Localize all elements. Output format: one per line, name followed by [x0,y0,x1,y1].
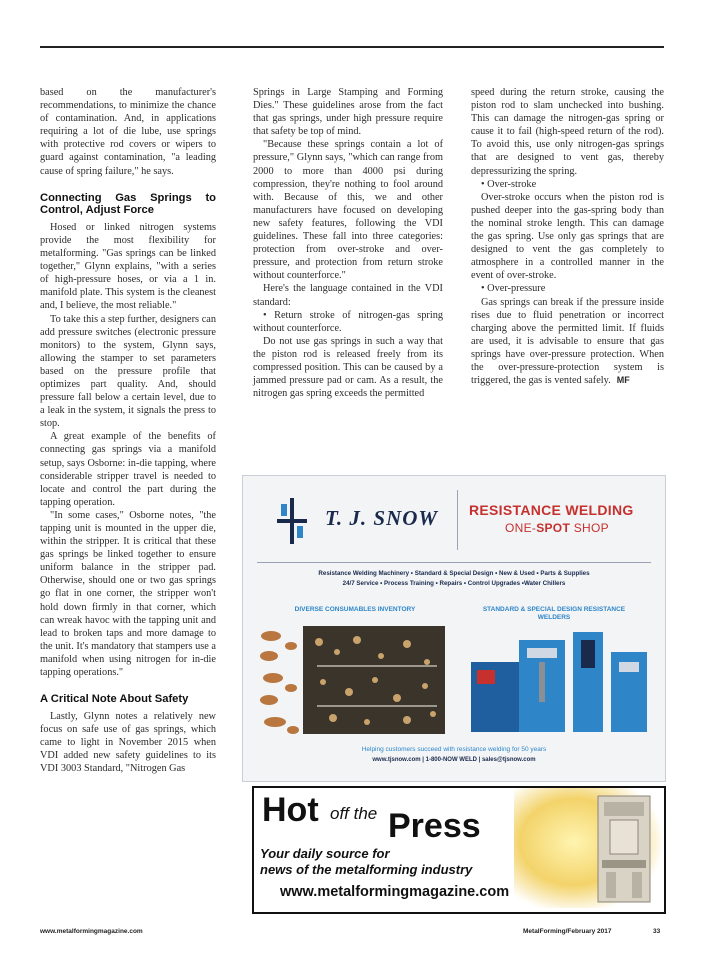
paragraph: speed during the return stroke, causing the piston rod to slam unchecked into bushing. This can damage the nitrogen-gas spring or cause it to fail (high-speed return of the rod). To avoid this, use only nitrogen-gas springs that are designed to vent gas, thereby depressurizing the spring. [471,87,664,177]
ad-tagline: Helping customers succeed with resistance welding for 50 years [361,746,547,753]
end-mark: MF [616,375,630,386]
paragraph: "In some cases," Osborne notes, "the tapping unit is mounted in the upper die, within the stripper. It is critical that these gas springs be linked together to ensure uniform balance in the stripper pad. Otherwise, should one or two gas springs go flat in one corner, the stripper won't hold down firmly in that corner, which can wreak havoc with the tapping unit and lead to broken taps and more damage to the unit. It's mandatory that stampers use a manifold when using nitrogen for in-die tapping operations." [40,509,216,679]
tjsnow-advertisement[interactable] [242,475,666,782]
section-heading: Connecting Gas Springs to Control, Adjust Force [40,191,216,217]
ad-subtitle [505,521,609,535]
subtitle-bold: SPOT [536,521,571,535]
footer-issue: MetalForming/February 2017 [523,928,612,935]
hot-label: Hot [262,791,319,829]
crosshair-logo-icon [277,498,307,544]
tjsnow-logo-text: T. J. SNOW [325,506,439,530]
header-rule [40,46,664,48]
welders-photo [461,622,657,740]
ad-description [260,846,472,878]
article-column-2 [253,86,443,400]
divider [257,562,651,563]
services-line: 24/7 Service • Process Training • Repairs • Control Upgrades •Water Chillers [342,580,566,587]
ad-title: RESISTANCE WELDING [469,502,634,518]
footer-website[interactable]: www.metalformingmagazine.com [40,928,143,935]
ad-contacts[interactable]: www.tjsnow.com | 1-800-NOW WELD | sales@tjsnow.com [372,757,536,763]
section-heading: A Critical Note About Safety [40,693,189,706]
section-heading-consumables: DIVERSE CONSUMABLES INVENTORY [294,606,416,613]
bullet-heading: • Over-pressure [481,283,546,295]
ad-url-link[interactable]: www.metalformingmagazine.com [280,884,510,900]
article-column-1 [40,86,216,775]
paragraph: A great example of the benefits of connecting gas springs via a manifold setup, says Osborne: in-die tapping, where considerable stripper travel is needed to locate and control the part during the tapping operation. [40,431,216,508]
paragraph: To take this a step further, designers can add pressure switches (electronic pressure monitors) to the system, Glynn says, allowing the stamper to set parameters based on the pressure profile that optimizes part quality. And, should pressure fall below a certain level, due to a leak in the system, it signals the press to stop. [40,313,216,430]
paragraph-text: Gas springs can break if the pressure inside rises due to fluid penetration or incorrect charging above the permitted limit. If fluids are used, it is advisable to ensure that gas springs have over-pressure protection. When the over-pressure-protection system is triggered, the gas is vented safely. [471,296,664,387]
services-line: Resistance Welding Machinery • Standard & Special Design • New & Used • Parts & Supplies [318,570,590,577]
section-heading-welders: STANDARD & SPECIAL DESIGN RESISTANCE WELDERS [482,606,626,621]
paragraph: Over-stroke occurs when the piston rod is pushed deeper into the gas-spring body than the nominal stroke length. This can damage the gas spring. Use only gas springs that are designed to vent the gas completely to atmosphere in a controlled manner in the event of over-stroke. [471,191,664,282]
ad-description-line: Your daily source for [260,846,390,861]
hot-off-the-press-advertisement[interactable] [252,786,666,914]
paragraph: Do not use gas springs in such a way that the piston rod is released freely from its compressed position. This can be caused by a jammed pressure pad or cam. As a result, the nitrogen gas spring exceeds the permitted [253,335,443,400]
divider [457,490,458,550]
paragraph: • Return stroke of nitrogen-gas spring without counterforce. [253,309,443,334]
subtitle-post: SHOP [570,521,609,535]
paragraph: Hosed or linked nitrogen systems provide the most flexibility for metalforming. "Gas springs can be linked together," Glynn explains, "with a series of high-pressure hoses, or via a 1 in. manifold plate. This system is the cleanest and, I believe, the most reliable." [40,221,216,312]
paragraph [471,296,664,388]
consumables-photo [257,622,453,740]
bullet-heading: • Over-stroke [481,178,537,190]
paragraph: based on the manufacturer's recommendations, to minimize the chance of contamination. And, in applications requiring a lot of die lube, use springs with protective rod covers or wipers to guard against contamination, "a leading cause of spring failure," he says. [40,87,216,177]
ad-description-line: news of the metalforming industry [260,862,473,877]
article-column-3 [471,86,664,387]
subtitle-pre: ONE- [505,521,537,535]
paragraph: Springs in Large Stamping and Forming Dies." These guidelines arose from the fact that gas springs, under high pressure require that safety be top of mind. [253,87,443,138]
paragraph: Here's the language contained in the VDI standard: [253,283,443,308]
paragraph: "Because these springs contain a lot of pressure," Glynn says, "which can range from 2000 to more than 4000 psi during compression, they're nothing to fool around with. Because of this, we and other manufacturers have focused on developing new safety features, following the VDI guidelines. These fall into three categories: protection from over-stroke and over-pressure, and protection from return stroke without counterforce." [253,139,443,282]
paragraph: Lastly, Glynn notes a relatively new focus on safe use of gas springs, which came to light in November 2015 when VDI added new safety guidelines to its VDI 3003 Standard, "Nitrogen Gas [40,710,216,775]
page-number: 33 [653,928,661,935]
press-label: Press [388,807,481,845]
press-machine-image [514,788,664,908]
off-the-label: off the [330,804,378,823]
tjsnow-logo [273,492,443,550]
